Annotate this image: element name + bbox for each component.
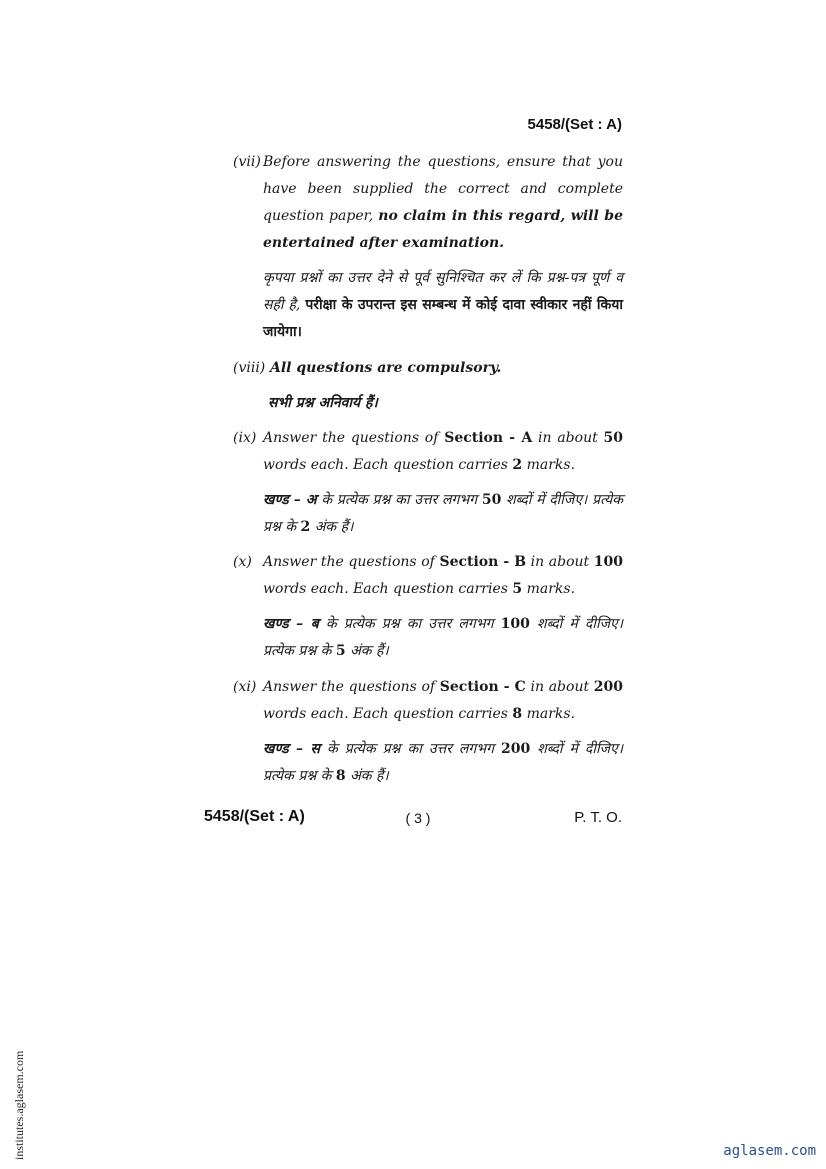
marks-count: 5 [512, 581, 523, 597]
page-number: ( 3 ) [405, 810, 431, 826]
instruction-text-hi: कृपया प्रश्नों का उत्तर देने से पूर्व सुनिश्चित कर लें कि प्रश्न-पत्र पूर्ण व सही है, [263, 270, 623, 313]
marks-count-hi: 2 [300, 519, 311, 535]
instruction-x-en [233, 549, 623, 603]
item-number: (ix) [233, 430, 257, 446]
word-count-hi: 100 [500, 616, 530, 632]
item-number: (viii) [233, 360, 266, 376]
instruction-ix-hi [263, 487, 623, 541]
section-label: Section - C [439, 679, 526, 695]
marks-count: 2 [512, 457, 523, 473]
item-number: (x) [233, 554, 252, 570]
instruction-text-hi: के प्रत्येक प्रश्न का उत्तर लगभग [321, 492, 478, 508]
word-count: 50 [603, 430, 624, 446]
instruction-text-hi: अंक हैं। [350, 643, 389, 659]
word-count-hi: 50 [481, 492, 502, 508]
instruction-text: words each. Each question carries [263, 706, 508, 722]
instruction-emphasis: All questions are compulsory. [270, 360, 502, 376]
instruction-text-hi: शब्दों में दीजिए। प्रत्येक प्रश्न के [263, 616, 624, 659]
instruction-text: in about [530, 554, 590, 570]
section-label-hi: खण्ड – स [263, 741, 320, 757]
instruction-vii-en [233, 149, 623, 257]
instruction-text: marks. [526, 706, 576, 722]
paper-code-header: 5458/(Set : A) [527, 116, 622, 133]
instruction-text: in about [530, 679, 590, 695]
instruction-emphasis: no claim in this regard, will be entertained after examination. [263, 208, 623, 251]
instruction-emphasis-hi: परीक्षा के उपरान्त इस सम्बन्ध में कोई दावा स्वीकार नहीं किया जायेगा। [263, 297, 624, 340]
instruction-text: words each. Each question carries [263, 581, 508, 597]
watermark-link[interactable]: aglasem.com [723, 1143, 816, 1159]
instruction-x-hi [263, 611, 623, 665]
instruction-text-hi: अंक हैं। [314, 519, 354, 535]
section-label-hi: खण्ड – ब [263, 616, 319, 632]
instruction-viii-hi [268, 390, 628, 417]
instruction-text: Before answering the questions, ensure that you have been supplied the correct and complete question paper, [263, 154, 623, 224]
instruction-xi-en [233, 674, 623, 728]
instruction-text-hi: के प्रत्येक प्रश्न का उत्तर लगभग [325, 616, 494, 632]
instruction-text-hi: अंक हैं। [350, 768, 389, 784]
section-label: Section - A [444, 430, 533, 446]
word-count-hi: 200 [501, 741, 531, 757]
marks-count-hi: 8 [335, 768, 346, 784]
side-url-text: institutes.aglasem.com [12, 1050, 26, 1160]
instruction-ix-en [233, 425, 623, 479]
instruction-text: in about [538, 430, 598, 446]
item-number: (vii) [233, 154, 261, 170]
instruction-xi-hi [263, 736, 623, 790]
instruction-emphasis-hi: सभी प्रश्न अनिवार्य हैं। [268, 395, 378, 411]
paper-code-footer: 5458/(Set : A) [204, 808, 305, 825]
instruction-text-hi: के प्रत्येक प्रश्न का उत्तर लगभग [326, 741, 495, 757]
section-label: Section - B [439, 554, 527, 570]
instruction-text: marks. [526, 581, 576, 597]
section-label-hi: खण्ड – अ [263, 492, 317, 508]
pto-label: P. T. O. [574, 809, 622, 826]
word-count: 200 [593, 679, 624, 695]
marks-count: 8 [512, 706, 523, 722]
instruction-text-hi: शब्दों में दीजिए। प्रत्येक प्रश्न के [263, 492, 624, 535]
word-count: 100 [593, 554, 624, 570]
instruction-text-hi: शब्दों में दीजिए। प्रत्येक प्रश्न के [263, 741, 624, 784]
instruction-text: Answer the questions of [263, 554, 435, 570]
instruction-viii-en [233, 355, 623, 382]
instruction-vii-hi [263, 265, 623, 346]
instruction-text: marks. [526, 457, 576, 473]
instruction-text: Answer the questions of [263, 679, 436, 695]
instruction-text: Answer the questions of [263, 430, 439, 446]
instruction-text: words each. Each question carries [263, 457, 508, 473]
item-number: (xi) [233, 679, 257, 695]
marks-count-hi: 5 [335, 643, 346, 659]
